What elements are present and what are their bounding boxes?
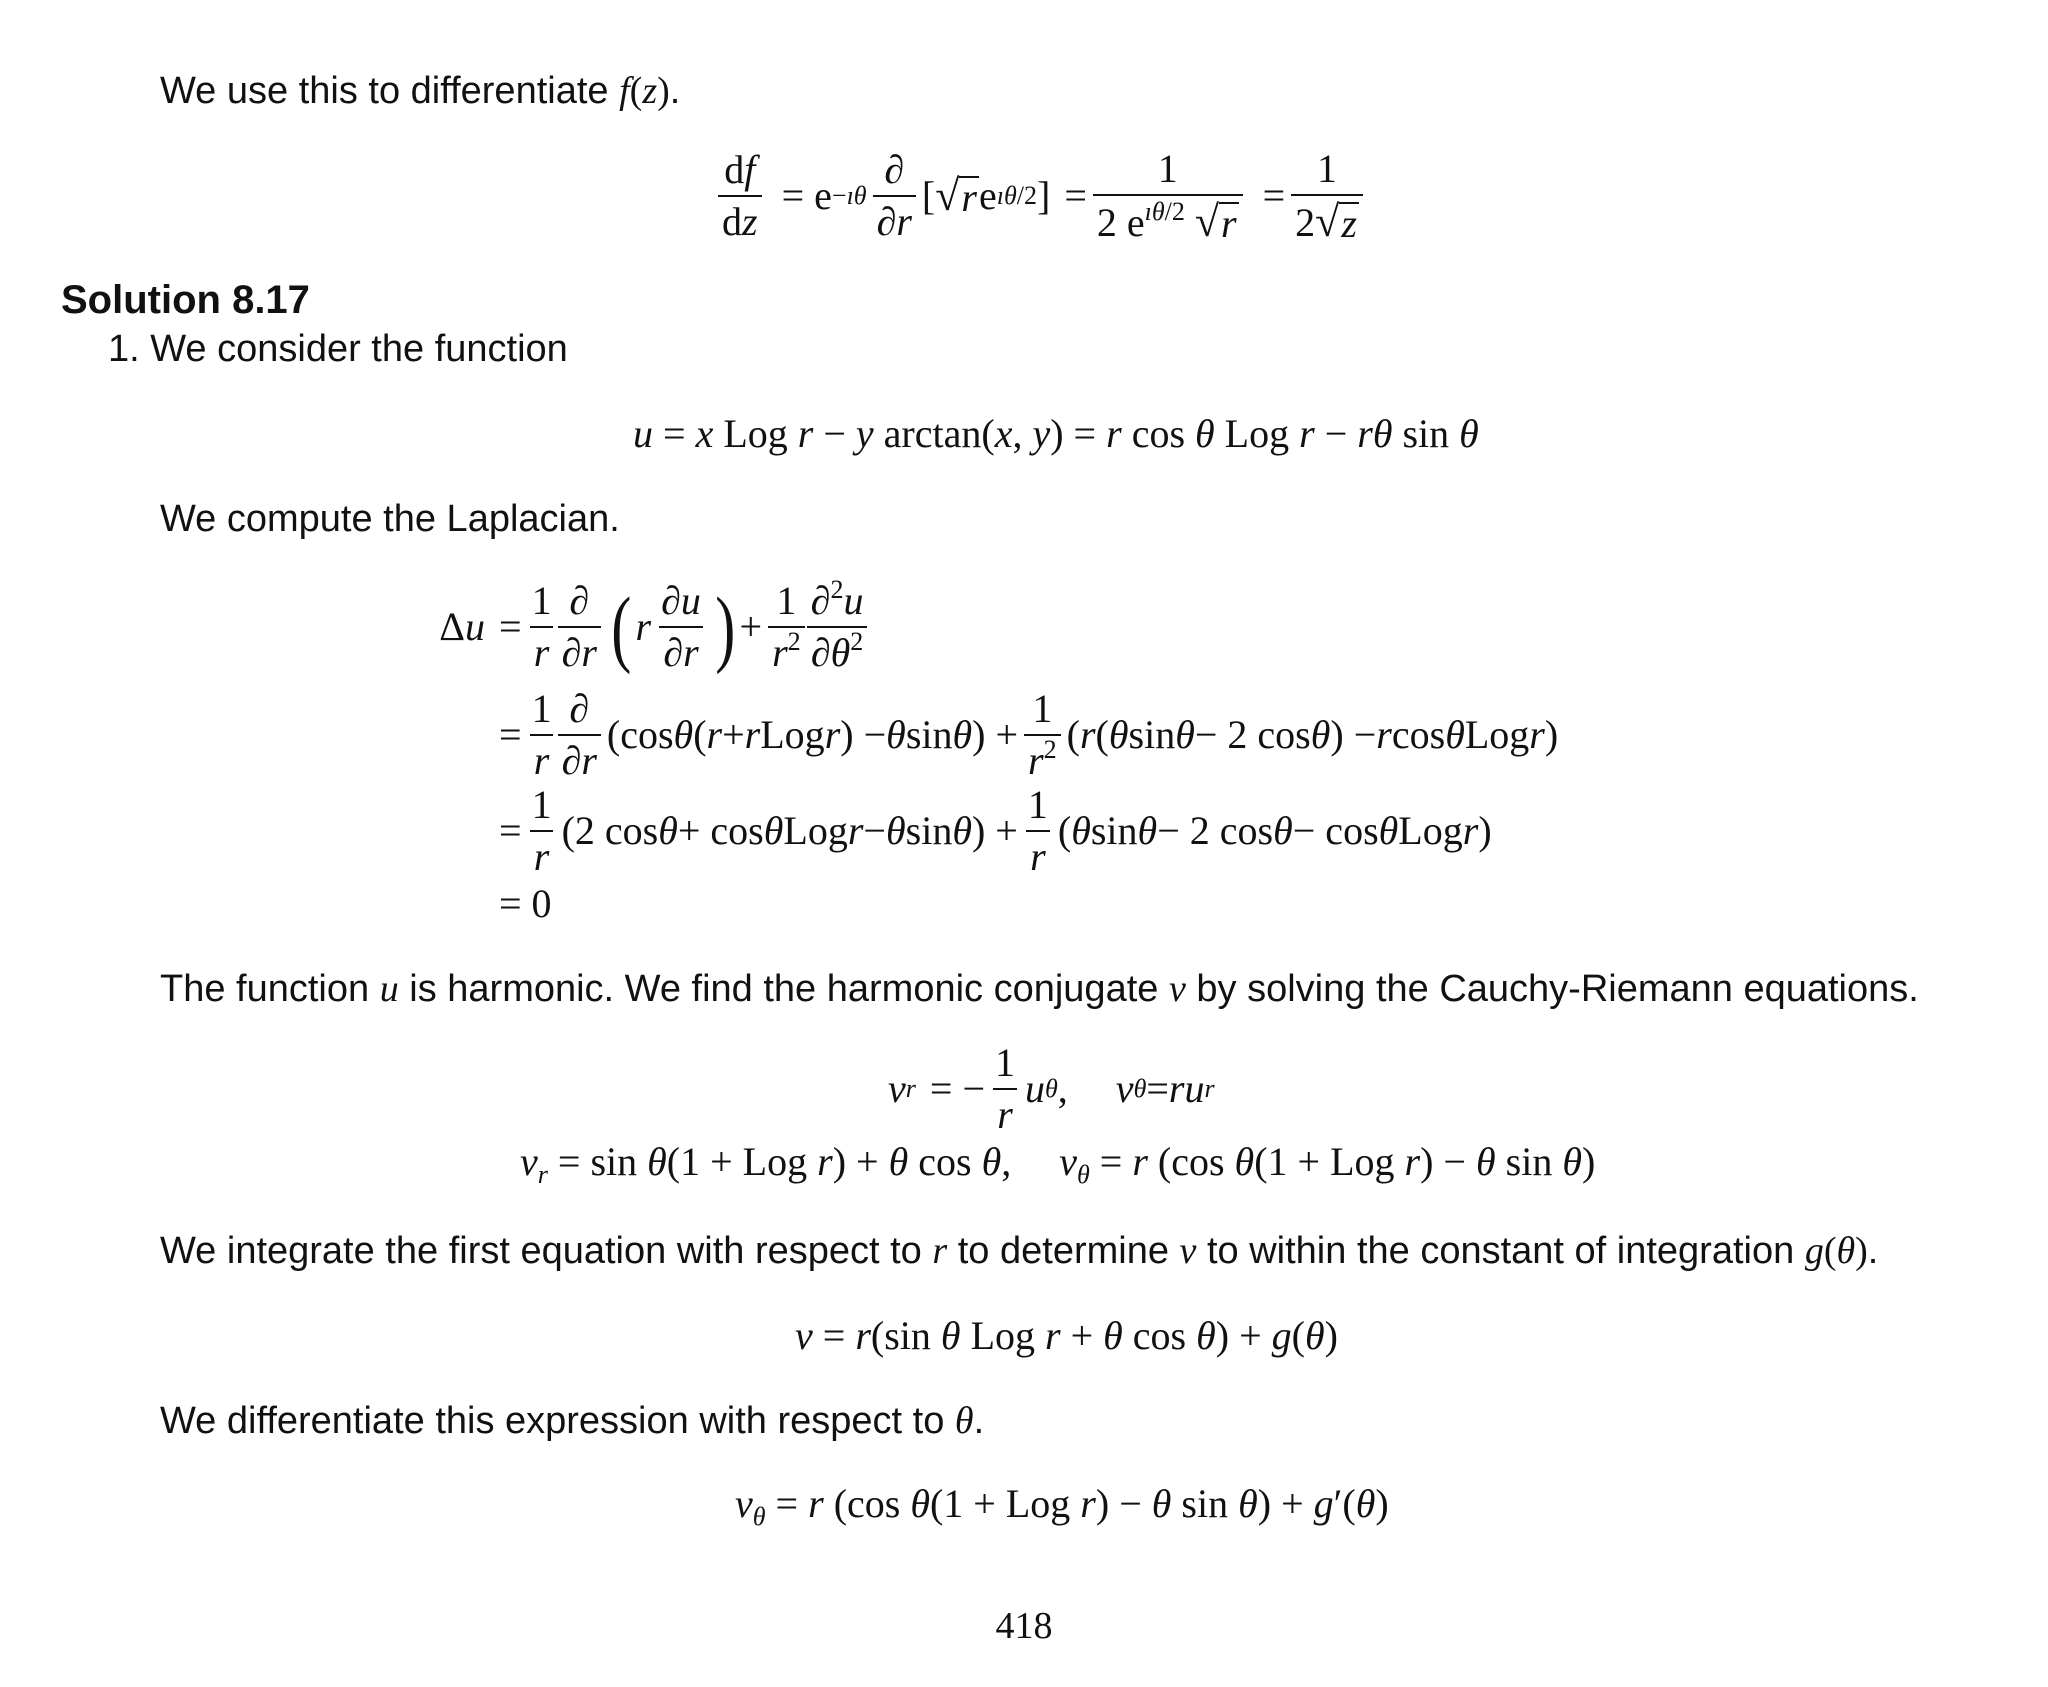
u-definition-equation: u = x Log r − y arctan(x, y) = r cos θ Log r − rθ sin θ [633, 411, 1479, 456]
intro-suffix: . [669, 70, 681, 112]
cauchy-riemann-polar: v r = − $\frac{1}{r}$ u θ , v θ = ru r [888, 1040, 1215, 1137]
page-number: 418 [995, 1605, 1053, 1647]
harmonic-sentence: The function u is harmonic. We find the harmonic conjugate v by solving the Cauchy-Riemann equations. [160, 968, 1919, 1010]
partial-derivatives-equation: $v_r = \sin \theta(1$ + Log r) + θ cos θ, $v_\theta = r$ (cos θ(1 + Log r) − θ sin θ) [520, 1139, 1596, 1189]
laplacian-line-4: = 0 [499, 881, 552, 926]
item-1-text: 1. We consider the function [108, 328, 568, 370]
intro-sentence: We use this to differentiate f(z). [160, 70, 681, 112]
laplacian-line-1: Δu = $\frac{1}{r}$ $\frac{\partial}{\partial r}$ ( r $\frac{\partial u}{\partial r}$ ) + $\frac{1}{r^2}$ $\frac{\partial^2u}{\partial\theta^2}$ [405, 580, 873, 674]
intro-prefix: We use this to differentiate [160, 70, 609, 112]
v-theta-equation: $v_\theta = r$ (cos θ(1 + Log r) − θ sin θ) + g′(θ) [735, 1481, 1389, 1531]
integrate-sentence: We integrate the first equation with respect to r to determine v to within the constant of integration g(θ). [160, 1230, 1879, 1272]
solution-heading: Solution 8.17 [61, 278, 310, 322]
laplacian-intro: We compute the Laplacian. [160, 498, 620, 540]
differentiate-sentence: We differentiate this expression with respect to θ. [160, 1400, 985, 1442]
laplacian-line-2: = $\frac{1}{r}$ $\frac{\partial}{\partial r}$ (cos θ ( r + r Log r ) − θ sin θ ) + $\frac{1}{r^2}$ ( r ( θ sin θ − 2 cos θ ) − r cos θ Log r ) [499, 686, 1559, 783]
v-integrated-equation: v = r(sin θ Log r + θ cos θ) + g(θ) [795, 1313, 1338, 1358]
laplacian-line-3: = $\frac{1}{r}$ (2 cos θ + cos θ Log r − θ sin θ ) + $\frac{1}{r}$ ( θ sin θ − 2 cos θ − cos θ Log r ) [499, 782, 1492, 879]
derivative-equation: $\frac{df}{dz}$ = e −ıθ $\frac{\partial}{\partial r}$ [ √ r e ıθ/2 ] = 1 2 $e^{ı\theta/2}$ √ r = 1 2 √ z [712, 148, 1369, 244]
